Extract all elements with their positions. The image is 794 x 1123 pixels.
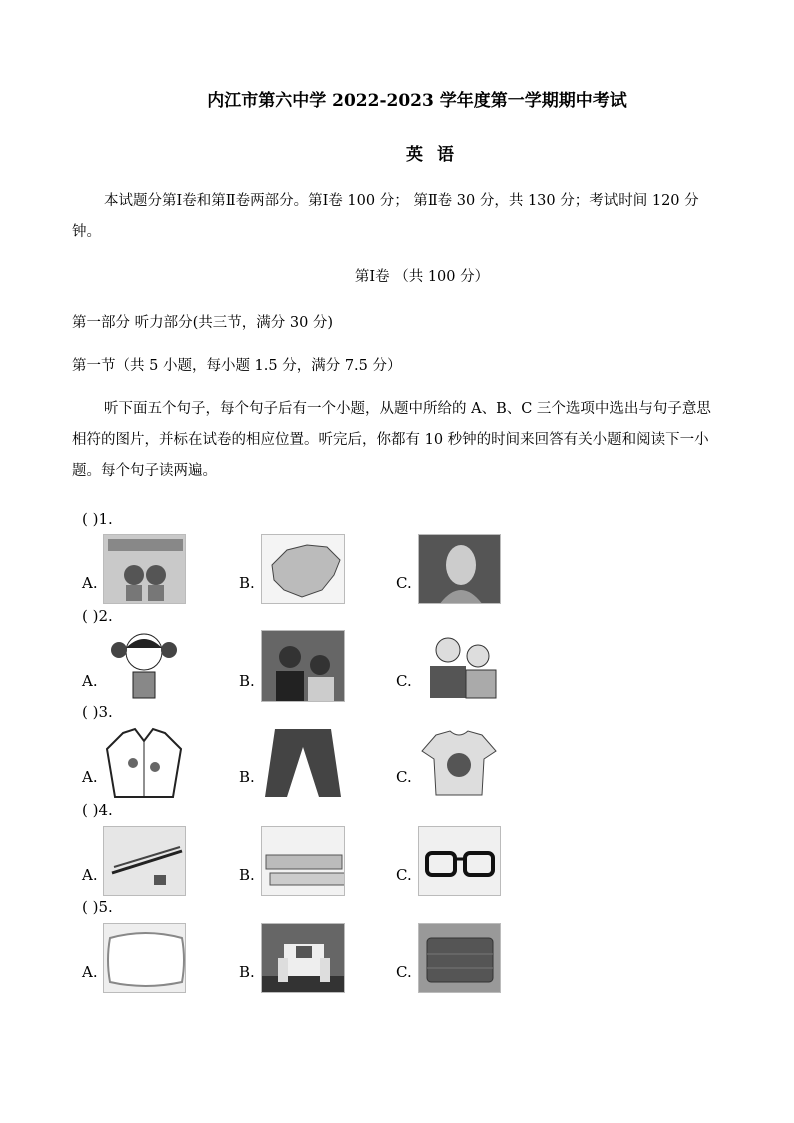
- q4-option-c-label: C.: [396, 866, 412, 884]
- q1-option-a-label: A.: [82, 574, 98, 592]
- q3-option-b-label: B.: [239, 768, 255, 786]
- q1-option-c-label: C.: [396, 574, 412, 592]
- q5-option-a-label: A.: [82, 963, 98, 981]
- q2-option-a-label: A.: [82, 672, 98, 690]
- question-1-number: ( )1.: [82, 510, 113, 528]
- q2-option-b-label: B.: [239, 672, 255, 690]
- tshirt-icon[interactable]: [418, 727, 501, 799]
- exam-title: 内江市第六中学 2022-2023 学年度第一学期期中考试: [207, 91, 627, 111]
- question-2-number: ( )2.: [82, 607, 113, 625]
- china-map-icon[interactable]: [261, 534, 345, 604]
- section-title: 第Ⅰ卷 （共 100 分）: [354, 269, 490, 285]
- glasses-icon[interactable]: [418, 826, 501, 896]
- grandparents-icon[interactable]: [418, 630, 501, 702]
- q3-option-a-label: A.: [82, 768, 98, 786]
- subject-title: 英 语: [406, 145, 458, 165]
- q4-option-b-label: B.: [239, 866, 255, 884]
- question-5-number: ( )5.: [82, 898, 113, 916]
- two-boys-icon[interactable]: [261, 630, 345, 702]
- q5-option-b-label: B.: [239, 963, 255, 981]
- question-3-number: ( )3.: [82, 703, 113, 721]
- quilt-icon[interactable]: [418, 923, 501, 993]
- jacket-icon[interactable]: [103, 727, 186, 799]
- woman-portrait-icon[interactable]: [418, 534, 501, 604]
- pens-icon[interactable]: [103, 826, 186, 896]
- q5-option-c-label: C.: [396, 963, 412, 981]
- q3-option-c-label: C.: [396, 768, 412, 786]
- q1-option-b-label: B.: [239, 574, 255, 592]
- question-4-number: ( )4.: [82, 801, 113, 819]
- intro-paragraph: 本试题分第Ⅰ卷和第Ⅱ卷两部分。第Ⅰ卷 100 分； 第Ⅱ卷 30 分，共 130 分；考试时间 120 分钟。: [72, 193, 699, 240]
- pillow-icon[interactable]: [103, 923, 186, 993]
- q4-option-a-label: A.: [82, 866, 98, 884]
- q2-option-c-label: C.: [396, 672, 412, 690]
- poster-icon[interactable]: [103, 534, 186, 604]
- part-title: 第一部分 听力部分(共三节，满分 30 分): [72, 315, 334, 331]
- armchair-icon[interactable]: [261, 923, 345, 993]
- instructions-paragraph: 听下面五个句子，每个句子后有一个小题，从题中所给的 A、B、C 三个选项中选出与句子意思相符的图片，并标在试卷的相应位置。听完后，你都有 10 秒钟的时间来回答有关小题和阅读下一小题。每个句子读两遍。: [72, 401, 711, 479]
- trousers-icon[interactable]: [261, 727, 345, 799]
- subsection-title: 第一节（共 5 小题，每小题 1.5 分，满分 7.5 分）: [72, 358, 402, 374]
- pencil-box-icon[interactable]: [261, 826, 345, 896]
- girl-cartoon-icon[interactable]: [103, 630, 186, 702]
